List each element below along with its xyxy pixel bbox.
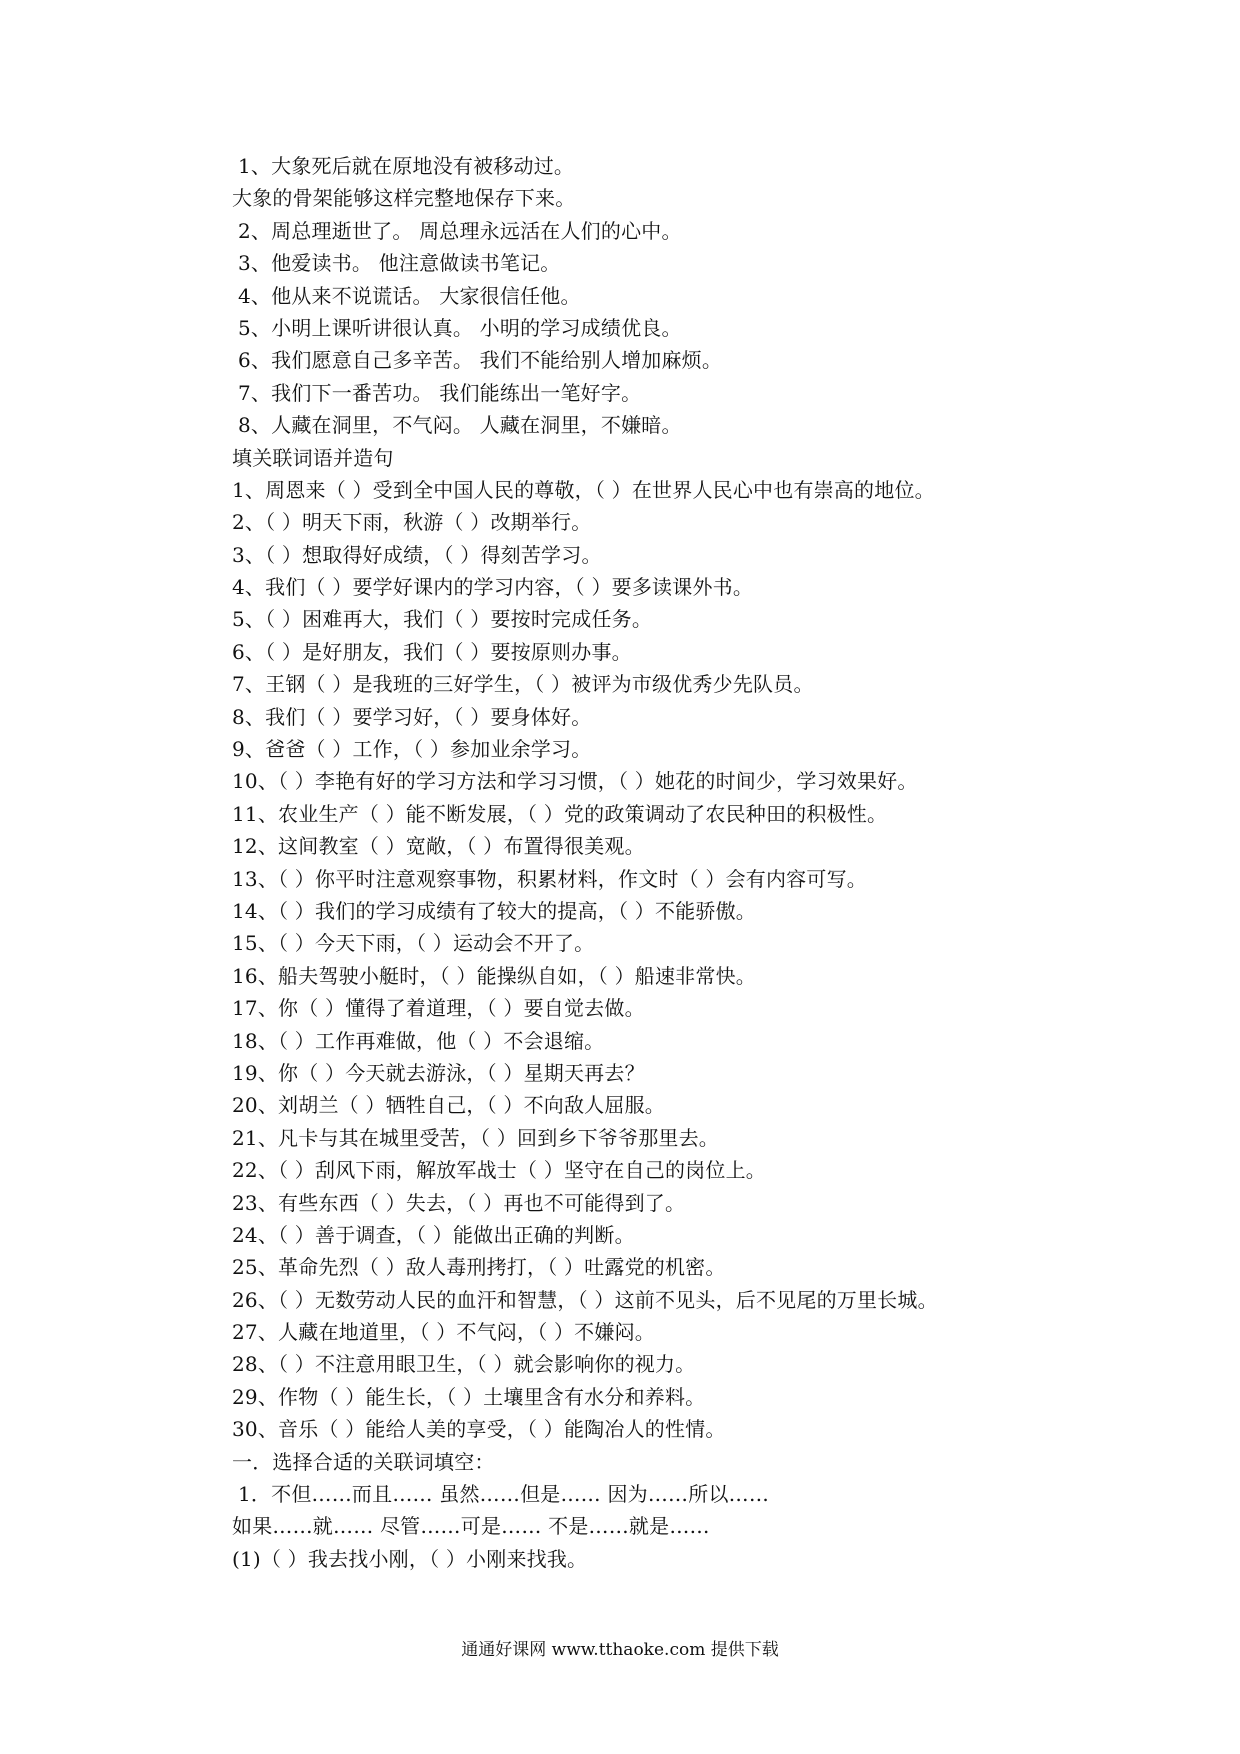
part-a-line-2: 大象的骨架能够这样完整地保存下来。 [232,186,576,211]
exercise-item: 13、（ ）你平时注意观察事物，积累材料，作文时（ ）会有内容可写。 [232,866,867,891]
exercise-item: 15、（ ）今天下雨，（ ）运动会不开了。 [232,931,595,956]
exercise-item: 14、（ ）我们的学习成绩有了较大的提高，（ ）不能骄傲。 [232,898,756,923]
exercise-item: 4、我们（ ）要学好课内的学习内容，（ ）要多读课外书。 [232,575,754,600]
exercise-item: 30、音乐（ ）能给人美的享受，（ ）能陶冶人的性情。 [232,1417,726,1442]
exercise-item: 17、你（ ）懂得了着道理，（ ）要自觉去做。 [232,996,645,1021]
part-a-line-7: 6、我们愿意自己多辛苦。 我们不能给别人增加麻烦。 [238,348,723,373]
part-a-line-5: 4、他从来不说谎话。 大家很信任他。 [238,283,581,308]
exercise-item: 7、王钢（ ）是我班的三好学生，（ ）被评为市级优秀少先队员。 [232,672,814,697]
exercise-item: 3、（ ）想取得好成绩，（ ）得刻苦学习。 [232,542,602,567]
exercise-item: 11、农业生产（ ）能不断发展，（ ）党的政策调动了农民种田的积极性。 [232,801,888,826]
part-a-line-3: 2、周总理逝世了。 周总理永远活在人们的心中。 [238,218,682,243]
exercise-item: 18、（ ）工作再难做，他（ ）不会退缩。 [232,1028,605,1053]
part-a-line-1: 1、大象死后就在原地没有被移动过。 [238,154,575,178]
exercise-item: 6、（ ）是好朋友，我们（ ）要按原则办事。 [232,639,632,664]
part-a-line-8: 7、我们下一番苦功。 我们能练出一笔好字。 [238,380,642,405]
exercise-item: 20、刘胡兰（ ）牺牲自己，（ ）不向敌人屈服。 [232,1093,665,1118]
exercise-item: 23、有些东西（ ）失去，（ ）再也不可能得到了。 [232,1190,686,1215]
exercise-item: 5、（ ）困难再大，我们（ ）要按时完成任务。 [232,607,653,632]
document-body [232,150,1132,1575]
exercise-item: 10、（ ）李艳有好的学习方法和学习习惯，（ ）她花的时间少，学习效果好。 [232,769,918,794]
part-a-line-4: 3、他爱读书。 他注意做读书笔记。 [238,251,561,276]
exercise-item: 29、作物（ ）能生长，（ ）土壤里含有水分和养料。 [232,1384,706,1409]
exercise-item: 1、周恩来（ ）受到全中国人民的尊敬，（ ）在世界人民心中也有崇高的地位。 [232,477,935,502]
part-a-line-9: 8、人藏在洞里，不气闷。 人藏在洞里，不嫌暗。 [238,413,682,438]
exercise-item: 27、人藏在地道里，（ ）不气闷，（ ）不嫌闷。 [232,1320,655,1345]
footer-credit: 通通好课网 www.tthaoke.com 提供下载 [461,1640,779,1660]
exercise-item: 28、（ ）不注意用眼卫生，（ ）就会影响你的视力。 [232,1352,696,1377]
exercise-item: 25、革命先烈（ ）敌人毒刑拷打，（ ）吐露党的机密。 [232,1255,726,1280]
exercise-item: 24、（ ）善于调查，（ ）能做出正确的判断。 [232,1222,635,1247]
part-a-line-6: 5、小明上课听讲很认真。 小明的学习成绩优良。 [238,315,682,340]
section-b-title: 填关联词语并造句 [232,445,394,470]
section-c-question-1: (1)（ ）我去找小刚，（ ）小刚来找我。 [232,1546,588,1571]
exercise-item: 21、凡卡与其在城里受苦，（ ）回到乡下爷爷那里去。 [232,1125,720,1150]
section-c-title: 一．选择合适的关联词填空： [232,1449,495,1474]
exercise-item: 22、（ ）刮风下雨，解放军战士（ ）坚守在自己的岗位上。 [232,1158,766,1183]
exercise-item: 26、（ ）无数劳动人民的血汗和智慧，（ ）这前不见头，后不见尾的万里长城。 [232,1287,938,1312]
section-c-options-2: 如果……就…… 尽管……可是…… 不是……就是…… [232,1514,710,1539]
exercise-item: 19、你（ ）今天就去游泳，（ ）星期天再去？ [232,1060,645,1085]
exercise-item: 2、（ ）明天下雨，秋游（ ）改期举行。 [232,510,592,535]
exercise-item: 12、这间教室（ ）宽敞，（ ）布置得很美观。 [232,834,645,859]
section-c-options-1: 1．不但……而且…… 虽然……但是…… 因为……所以…… [238,1482,770,1507]
exercise-item: 8、我们（ ）要学习好，（ ）要身体好。 [232,704,592,729]
exercise-item: 16、船夫驾驶小艇时，（ ）能操纵自如，（ ）船速非常快。 [232,963,756,988]
exercise-item: 9、爸爸（ ）工作，（ ）参加业余学习。 [232,737,592,762]
